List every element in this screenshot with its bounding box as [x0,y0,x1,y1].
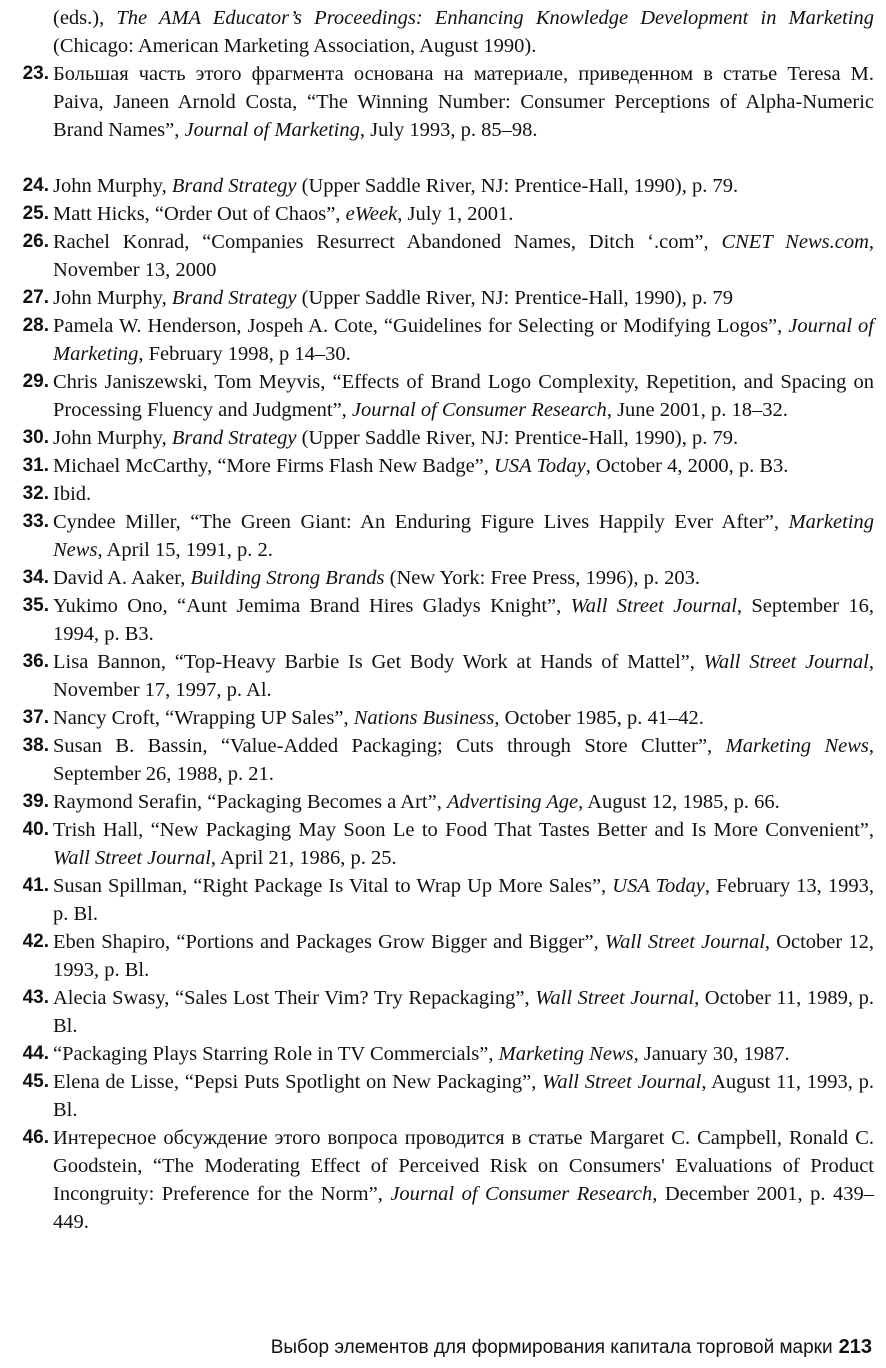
endnote [16,284,874,312]
source-title: Brand Strategy [171,427,297,449]
note-text: , June 2001, p. 18–32. [606,399,788,421]
note-text: , July 1, 2001. [397,203,514,225]
endnote [16,1040,874,1068]
endnote [16,452,874,480]
source-title: USA Today [494,455,586,477]
endnote [16,564,874,592]
endnote [16,984,874,1040]
endnote [16,592,874,648]
running-footer [16,1334,872,1361]
note-text: , October 11, 1989, p. Bl. [53,987,874,1037]
note-text: , November 13, 2000 [53,231,875,281]
source-title: USA Today [612,875,705,897]
endnote-number: 37. [22,707,49,728]
endnote [16,872,874,928]
note-text: , September 16, 1994, p. B3. [53,595,874,645]
note-text: , January 30, 1987. [633,1043,790,1065]
endnote-number: 44. [22,1043,49,1064]
note-text: , August 12, 1985, p. 66. [578,791,780,813]
note-text: Lisa Bannon, “Top-Heavy Barbie Is Get Body Work at Hands of Mattel”, [53,651,704,673]
endnote [16,424,874,452]
endnote [16,368,874,424]
source-title: Advertising Age [446,791,579,813]
endnote-number: 34. [22,567,49,588]
endnote-number: 27. [22,287,49,308]
source-title: Marketing News [725,735,869,757]
endnote-number: 40. [22,819,49,840]
endnote-number: 36. [22,651,49,672]
endnote [16,312,874,368]
note-text: (Chicago: American Marketing Association, August 1990). [53,35,537,57]
source-title: CNET News.com [721,231,869,253]
source-title: Wall Street Journal [535,987,695,1009]
endnote [16,788,874,816]
note-text: Большая часть этого фрагмента основана на материале, приведенном в статье Teresa M. Paiva, Janeen Arnold Costa, “The Winning Number: Consumer Perceptions of Alpha-Numeric Brand Names”, [53,63,874,141]
endnote-number: 45. [22,1071,49,1092]
source-title: The AMA Educator’s Proceedings: Enhancing Knowledge Development in Marketing [116,7,874,29]
endnote-number: 35. [22,595,49,616]
note-text: (eds.), [53,7,117,29]
note-text: , April 21, 1986, p. 25. [210,847,397,869]
endnote-number: 30. [22,427,49,448]
source-title: eWeek [345,203,398,225]
endnote-number: 43. [22,987,49,1008]
endnote [16,200,874,228]
endnote-continuation [16,4,874,60]
endnote [16,1068,874,1124]
endnote-number: 32. [22,483,49,504]
endnote-number: 28. [22,315,49,336]
note-text: Cyndee Miller, “The Green Giant: An Enduring Figure Lives Happily Ever After”, [53,511,789,533]
source-title: Wall Street Journal [703,651,869,673]
source-title: Journal of Consumer Research [351,399,607,421]
note-text: David A. Aaker, [53,567,191,589]
source-title: Nations Business [353,707,495,729]
note-text: (Upper Saddle River, NJ: Prentice-Hall, 1990), p. 79. [296,175,739,197]
endnote-number: 46. [22,1127,49,1148]
note-text: Michael McCarthy, “More Firms Flash New Badge”, [53,455,495,477]
note-text: , August 11, 1993, p. Bl. [53,1071,874,1121]
note-text: Интересное обсуждение этого вопроса проводится в статье Margaret C. Campbell, Ronald C. Goodstein, “The Moderating Effect of Perceived Risk on Consumers' Evaluations of Product Incongruity: Preference for the Norm”, [53,1127,874,1205]
source-title: Wall Street Journal [570,595,737,617]
note-text: Yukimo Ono, “Aunt Jemima Brand Hires Gladys Knight”, [53,595,571,617]
note-text: , April 15, 1991, p. 2. [97,539,273,561]
endnote-number: 39. [22,791,49,812]
note-text: John Murphy, [53,427,172,449]
endnote [16,172,874,200]
source-title: Journal of Marketing [53,315,874,365]
endnote-number: 23. [22,63,49,84]
source-title: Journal of Marketing [184,119,360,141]
endnote [16,480,874,508]
running-title: Выбор элементов для формирования капитала торговой марки [270,1337,833,1358]
note-text: “Packaging Plays Starring Role in TV Commercials”, [53,1043,499,1065]
endnote [16,648,874,704]
note-text: , October 12, 1993, p. Bl. [53,931,875,981]
endnote-number: 26. [22,231,49,252]
note-text: (Upper Saddle River, NJ: Prentice-Hall, 1990), p. 79. [296,427,739,449]
note-text: , November 17, 1997, p. Al. [53,651,874,701]
endnote [16,732,874,788]
note-text: Ibid. [53,483,92,505]
note-text: (New York: Free Press, 1996), p. 203. [384,567,700,589]
page-number: 213 [838,1336,872,1358]
note-text: Alecia Swasy, “Sales Lost Their Vim? Try Repackaging”, [53,987,536,1009]
endnote-number: 24. [22,175,49,196]
note-text: , September 26, 1988, p. 21. [53,735,874,785]
note-text: John Murphy, [53,287,172,309]
note-text: , December 2001, p. 439–449. [53,1183,874,1233]
note-text: Susan Spillman, “Right Package Is Vital to Wrap Up More Sales”, [53,875,613,897]
source-title: Wall Street Journal [604,931,765,953]
source-title: Wall Street Journal [542,1071,702,1093]
endnote-number: 31. [22,455,49,476]
note-text: Elena de Lisse, “Pepsi Puts Spotlight on New Packaging”, [53,1071,543,1093]
note-text: , October 4, 2000, p. B3. [585,455,789,477]
endnote-number: 38. [22,735,49,756]
source-title: Marketing News [53,511,874,561]
endnote [16,60,874,144]
note-text: Pamela W. Henderson, Jospeh A. Cote, “Guidelines for Selecting or Modifying Logos”, [53,315,789,337]
endnote [16,508,874,564]
note-text: Susan B. Bassin, “Value-Added Packaging; Cuts through Store Clutter”, [53,735,726,757]
note-text: (Upper Saddle River, NJ: Prentice-Hall, 1990), p. 79 [296,287,733,309]
note-text: , July 1993, p. 85–98. [359,119,538,141]
endnote [16,704,874,732]
source-title: Building Strong Brands [190,567,385,589]
note-text: , February 13, 1993, p. Bl. [53,875,874,925]
note-text: John Murphy, [53,175,172,197]
note-text: Eben Shapiro, “Portions and Packages Grow Bigger and Bigger”, [53,931,605,953]
note-text: Raymond Serafin, “Packaging Becomes a Art”, [53,791,447,813]
endnote-number: 25. [22,203,49,224]
source-title: Wall Street Journal [53,847,211,869]
endnote-number: 33. [22,511,49,532]
endnote [16,816,874,872]
endnotes-list [16,4,874,1236]
endnote [16,1124,874,1236]
note-text: Trish Hall, “New Packaging May Soon Le to Food That Tastes Better and Is More Convenient”, [53,819,874,841]
note-text: Chris Janiszewski, Tom Meyvis, “Effects of Brand Logo Complexity, Repetition, and Spacing on Processing Fluency and Judgment”, [53,371,874,421]
note-text: , October 1985, p. 41–42. [494,707,704,729]
note-text: Nancy Croft, “Wrapping UP Sales”, [53,707,354,729]
note-text: , February 1998, p 14–30. [138,343,351,365]
endnote-number: 41. [22,875,49,896]
note-text: Matt Hicks, “Order Out of Chaos”, [53,203,346,225]
source-title: Brand Strategy [171,175,297,197]
endnote [16,228,874,284]
endnote-number: 29. [22,371,49,392]
source-title: Marketing News [498,1043,634,1065]
endnote [16,928,874,984]
endnote-number: 42. [22,931,49,952]
source-title: Journal of Consumer Research [390,1183,653,1205]
note-text: Rachel Konrad, “Companies Resurrect Abandoned Names, Ditch ‘.com”, [53,231,722,253]
source-title: Brand Strategy [171,287,297,309]
